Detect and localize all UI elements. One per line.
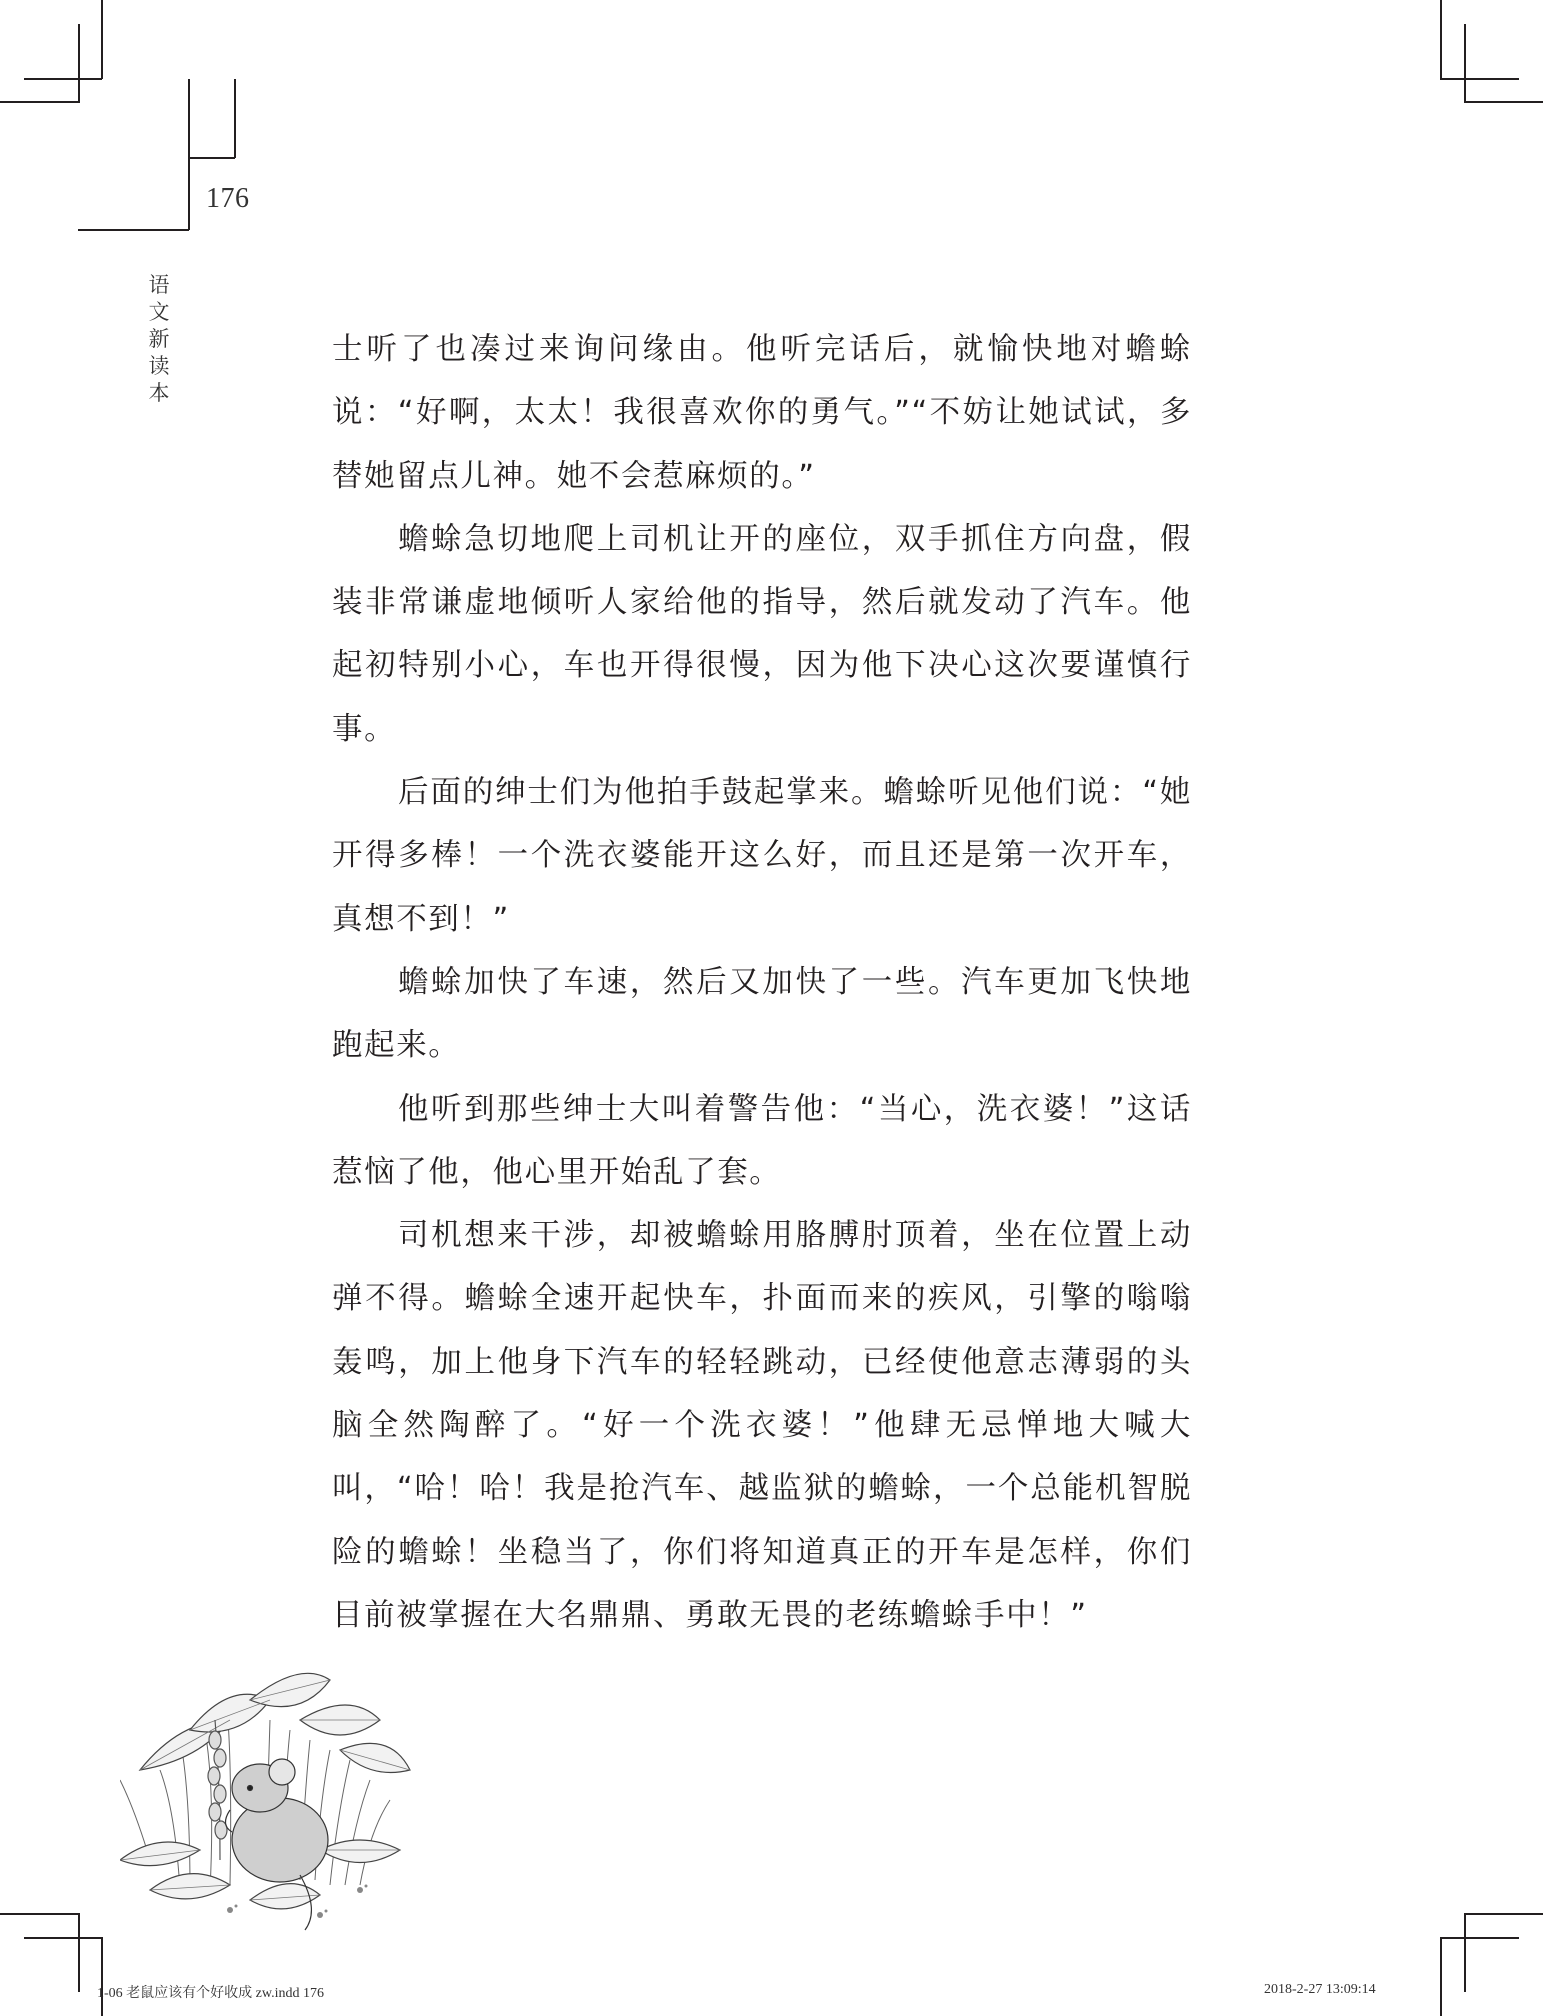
page-number: 176	[206, 183, 250, 214]
folio-tick-vertical	[234, 79, 236, 158]
paragraph: 士听了也凑过来询问缘由。他听完话后，就愉快地对蟾蜍说：“好啊，太太！我很喜欢你的勇气。”“不妨让她试试，多替她留点儿神。她不会惹麻烦的。”	[332, 332, 1192, 494]
crop-mark-top-left-h1	[24, 78, 102, 80]
paragraph: 后面的绅士们为他拍手鼓起掌来。蟾蜍听见他们说：“她开得多棒！一个洗衣婆能开这么好，而且还是第一次开车，真想不到！”	[332, 775, 1192, 937]
crop-mark-top-right-v2	[1464, 24, 1466, 103]
crop-mark-bottom-right-h2	[1440, 1937, 1519, 1939]
paragraph: 司机想来干涉，却被蟾蜍用胳膊肘顶着，坐在位置上动弹不得。蟾蜍全速开起快车，扑面而来的疾风，引擎的嗡嗡轰鸣，加上他身下汽车的轻轻跳动，已经使他意志薄弱的头脑全然陶醉了。“好一个洗衣婆！”他肆无忌惮地大喊大叫，“哈！哈！我是抢汽车、越监狱的蟾蜍，一个总能机智脱险的蟾蜍！坐稳当了，你们将知道真正的开车是怎样，你们目前被掌握在大名鼎鼎、勇敢无畏的老练蟾蜍手中！”	[332, 1218, 1192, 1633]
body-text	[332, 318, 1192, 1647]
running-head: 语文新读本	[148, 273, 170, 405]
crop-mark-bottom-right-v1	[1464, 1913, 1466, 1992]
folio-bracket-vertical	[188, 79, 190, 230]
crop-mark-bottom-right-h1	[1464, 1913, 1543, 1915]
crop-mark-bottom-right-v2	[1440, 1937, 1442, 2016]
crop-mark-bottom-left-v1	[78, 1913, 80, 1992]
mouse-illustration	[120, 1660, 460, 1940]
crop-mark-top-right-h2	[1464, 101, 1543, 103]
crop-mark-top-left-v2	[78, 24, 80, 103]
print-timestamp: 2018-2-27 13:09:14	[1264, 1982, 1376, 1997]
folio-tick-horizontal	[188, 157, 235, 159]
crop-mark-bottom-left-v2	[101, 1937, 103, 2016]
paragraph: 蟾蜍加快了车速，然后又加快了一些。汽车更加飞快地跑起来。	[332, 964, 1192, 1064]
paragraph: 他听到那些绅士大叫着警告他：“当心，洗衣婆！”这话惹恼了他，他心里开始乱了套。	[332, 1091, 1192, 1190]
folio-bracket-horizontal	[78, 229, 189, 231]
crop-mark-bottom-left-h2	[24, 1937, 103, 1939]
file-slug: 1-06 老鼠应该有个好收成 zw.indd 176	[97, 1986, 324, 2001]
crop-mark-top-left-h2	[0, 101, 79, 103]
crop-mark-top-right-h1	[1440, 78, 1519, 80]
crop-mark-top-right-v1	[1440, 0, 1442, 79]
paragraph: 蟾蜍急切地爬上司机让开的座位，双手抓住方向盘，假装非常谦虚地倾听人家给他的指导，然后就发动了汽车。他起初特别小心，车也开得很慢，因为他下决心这次要谨慎行事。	[332, 521, 1192, 747]
crop-mark-top-left-v1	[101, 0, 103, 79]
crop-mark-bottom-left-h1	[0, 1913, 79, 1915]
